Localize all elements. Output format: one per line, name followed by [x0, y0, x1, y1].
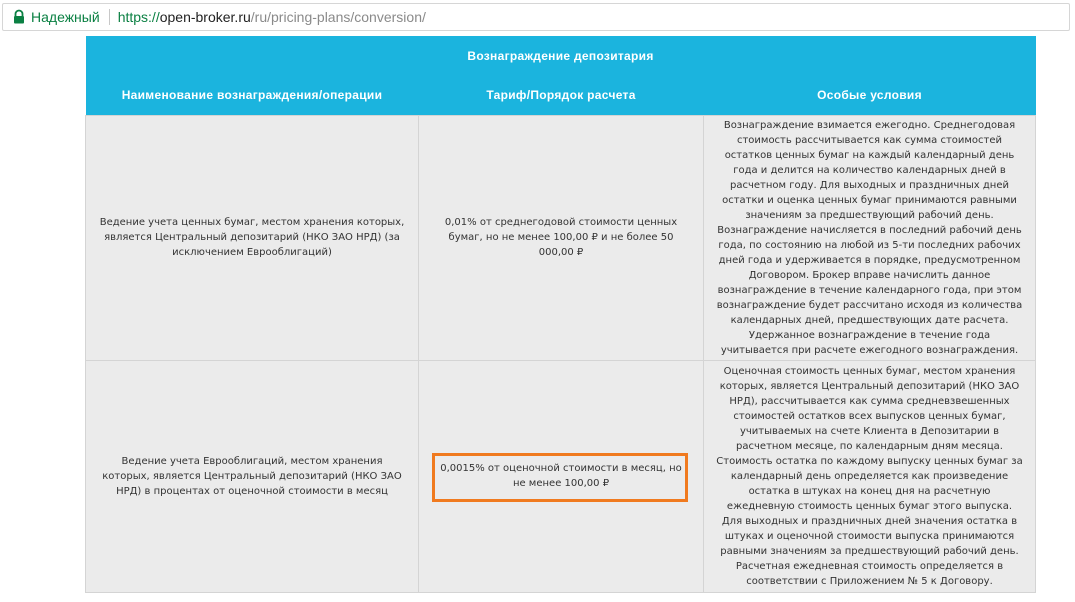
depositary-fee-table	[85, 36, 1036, 593]
row-name-text: Ведение учета Еврооблигаций, местом хранения которых, является Центральный депозитарий (НКО ЗАО НРД) в процентах от оценочной стоимости в месяц	[102, 455, 402, 497]
row-name-text: Ведение учета ценных бумаг, местом хранения которых, является Центральный депозитарий (НКО ЗАО НРД) (за исключением Еврооблигаций)	[99, 217, 405, 258]
row-conditions-cell	[704, 115, 1036, 360]
secure-label[interactable]: Надежный	[31, 9, 100, 25]
url-path: /ru/pricing-plans/conversion/	[250, 9, 426, 25]
row-conditions-text: Вознаграждение взимается ежегодно. Среднегодовая стоимость рассчитывается как сумма стоимостей остатков ценных бумаг на каждый календарный день года и делится на количество календарных дней в расчетном году. Для выходных и праздничных дней остатки и оценка ценных бумаг принимаются равными значениям за предшествующий рабочий день. Вознаграждение начисляется в последний рабочий день года, по состоянию на любой из 5-ти последних рабочих дней года и удерживается в порядке, предусмотренном Договором. Брокер вправе начислить данное вознаграждение в течение календарного года, при этом вознаграждение будет рассчитано исходя из количества календарных дней, предшествующих дате расчета. Удержанное вознаграждение в течение года учитывается при расчете ежегодного вознаграждения.	[716, 119, 1023, 356]
table-row	[86, 115, 1036, 360]
row-tariff-cell	[419, 115, 704, 360]
column-header-conditions: Особые условия	[704, 76, 1036, 115]
row-conditions-cell	[704, 360, 1036, 592]
row-conditions-text: Оценочная стоимость ценных бумаг, местом хранения которых, является Центральный депозитарий (НКО ЗАО НРД), рассчитывается как сумма средневзвешенных стоимостей остатков всех выпусков ценных бумаг, учитываемых на счете Клиента в Депозитарии в расчетном месяце, по календарным дням месяца. Стоимость остатка по каждому выпуску ценных бумаг за календарный день определяется как произведение остатка в штуках на конец дня на расчетную ежедневную стоимость ценных бумаг этого выпуска. Для выходных и праздничных дней значения остатка в штуках и оценочной стоимости выпуска принимаются равными значениям за предшествующий рабочий день. Расчетная ежедневная стоимость определяется в соответствии с Приложением № 5 к Договору.	[716, 365, 1023, 587]
column-header-name: Наименование вознаграждения/операции	[86, 76, 419, 115]
row-tariff-text: 0,0015% от оценочной стоимости в месяц, но не менее 100,00 ₽	[440, 463, 682, 489]
url-scheme: https://	[117, 9, 160, 25]
row-name-cell	[86, 360, 419, 592]
url-text[interactable]	[118, 9, 426, 25]
lock-icon[interactable]	[12, 9, 26, 25]
row-tariff-text: 0,01% от среднегодовой стоимости ценных бумаг, но не менее 100,00 ₽ и не более 50 000,00 ₽	[444, 217, 678, 258]
browser-address-bar	[0, 0, 1075, 34]
row-name-cell	[86, 115, 419, 360]
url-host: open-broker.ru	[159, 9, 251, 25]
table-title: Вознаграждение депозитария	[86, 36, 1036, 76]
url-field[interactable]	[2, 3, 1070, 31]
column-header-tariff: Тариф/Порядок расчета	[419, 76, 704, 115]
highlight-box	[432, 453, 688, 502]
url-separator	[109, 9, 110, 25]
